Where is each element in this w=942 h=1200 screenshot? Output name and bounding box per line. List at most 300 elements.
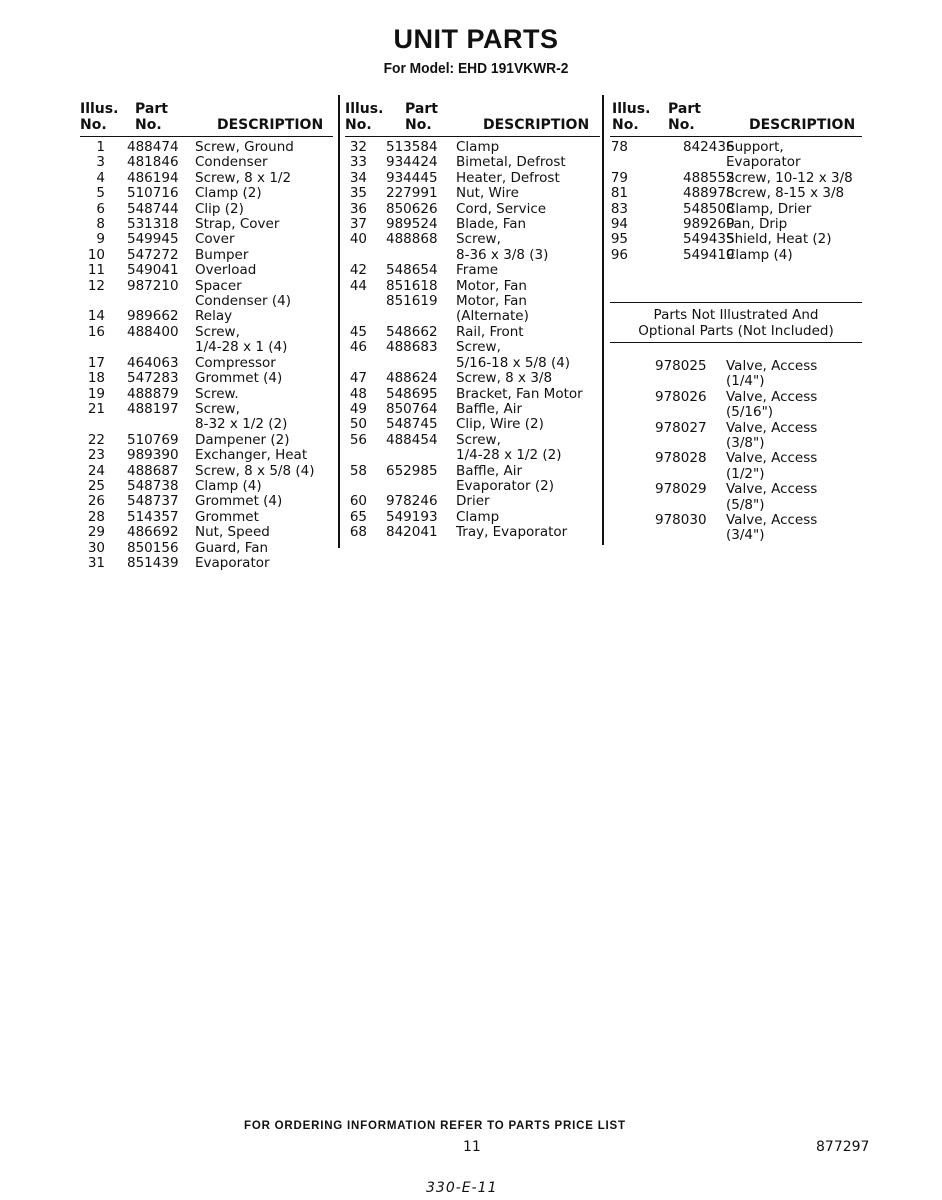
- description-line: Clamp (4): [726, 246, 793, 263]
- optional-part-row: [610, 390, 817, 421]
- part-description: [195, 263, 333, 278]
- part-description: [456, 140, 600, 155]
- description-line: Valve, Access: [726, 481, 818, 498]
- part-description: [456, 340, 600, 371]
- description-line: Nut, Wire: [456, 185, 519, 202]
- part-number: 488624: [386, 370, 438, 387]
- parts-rows: [80, 140, 333, 571]
- part-number: 850764: [386, 400, 438, 417]
- part-number: 978246: [386, 493, 438, 510]
- table-row: [345, 510, 600, 525]
- table-row: [80, 217, 333, 232]
- part-description: [726, 202, 862, 217]
- part-description: [195, 448, 333, 463]
- description-line: Screw,: [456, 339, 501, 356]
- description-line: Screw, 8 x 3/8: [456, 370, 553, 387]
- table-row: [345, 155, 600, 170]
- illus-number: 14: [87, 308, 105, 325]
- table-row: [610, 232, 862, 247]
- description-line: Blade, Fan: [456, 216, 527, 233]
- part-number: 510716: [127, 185, 179, 202]
- part-number: 488474: [127, 139, 179, 155]
- description-line: Overload: [195, 262, 257, 279]
- part-number: 978027: [655, 419, 707, 436]
- part-description: [195, 356, 333, 371]
- description-line: Evaporator (2): [456, 477, 554, 494]
- part-number: 989524: [386, 216, 438, 233]
- table-row: [80, 263, 333, 278]
- part-description: [726, 513, 817, 544]
- part-description: [195, 525, 333, 540]
- description-line: Grommet (4): [195, 370, 283, 387]
- illus-header-no: No.: [612, 117, 639, 133]
- document-number: 877297: [816, 1139, 870, 1155]
- part-number: 547272: [127, 246, 179, 263]
- part-description: [195, 494, 333, 509]
- illus-number: 44: [349, 277, 367, 294]
- description-line: Condenser: [195, 154, 268, 171]
- part-number: 531318: [127, 216, 179, 233]
- description-line: Drier: [456, 493, 490, 510]
- illus-number: 10: [87, 246, 105, 263]
- part-description: [195, 217, 333, 232]
- part-description: [456, 371, 600, 386]
- part-header: Part: [668, 101, 701, 117]
- part-description: [456, 494, 600, 509]
- table-row: [345, 263, 600, 278]
- illus-number: 45: [349, 323, 367, 340]
- table-row: [80, 494, 333, 509]
- part-description: [195, 155, 333, 170]
- description-line: Grommet (4): [195, 493, 283, 510]
- part-number: 481846: [127, 154, 179, 171]
- parts-rows: [345, 140, 600, 541]
- part-number: 549041: [127, 262, 179, 279]
- part-number: 513584: [386, 139, 438, 155]
- description-line: 1/4-28 x 1 (4): [195, 339, 288, 356]
- optional-part-row: [610, 359, 817, 390]
- part-number: 851439: [127, 554, 179, 571]
- part-number: 934445: [386, 169, 438, 186]
- description-line: Screw, Ground: [195, 139, 294, 155]
- optional-part-row: [610, 513, 817, 544]
- table-row: [345, 217, 600, 232]
- table-row: [345, 525, 600, 540]
- part-description: [195, 186, 333, 201]
- illus-number: 78: [610, 139, 628, 155]
- illus-number: 65: [349, 508, 367, 525]
- description-line: Screw,: [195, 323, 240, 340]
- illus-header: Illus.: [80, 101, 119, 117]
- description-header: DESCRIPTION: [749, 117, 856, 133]
- part-number: 851618: [386, 277, 438, 294]
- illus-number: 21: [87, 400, 105, 417]
- part-description: [726, 186, 862, 201]
- illus-number: 96: [610, 246, 628, 263]
- description-line: Heater, Defrost: [456, 169, 560, 186]
- description-line: Valve, Access: [726, 450, 818, 467]
- illus-number: 22: [87, 431, 105, 448]
- illus-header-no: No.: [80, 117, 107, 133]
- table-row: [80, 402, 333, 433]
- part-description: [726, 171, 862, 186]
- part-description: [195, 541, 333, 556]
- table-row: [80, 479, 333, 494]
- illus-number: 83: [610, 200, 628, 217]
- illus-number: 32: [349, 139, 367, 155]
- handwritten-note: 330-E-11: [426, 1180, 498, 1196]
- part-description: [456, 155, 600, 170]
- description-line: Shield, Heat (2): [726, 231, 832, 248]
- illus-number: 48: [349, 385, 367, 402]
- illus-number: 6: [96, 200, 105, 217]
- part-header-no: No.: [668, 117, 695, 133]
- part-number: 842436: [683, 139, 735, 155]
- table-row: [610, 186, 862, 201]
- description-line: Baffle, Air: [456, 462, 523, 479]
- description-line: Dampener (2): [195, 431, 290, 448]
- part-number: 488400: [127, 323, 179, 340]
- part-description: [456, 387, 600, 402]
- description-line: Pan, Drip: [726, 216, 788, 233]
- table-row: [80, 155, 333, 170]
- part-number: 510769: [127, 431, 179, 448]
- parts-column: [610, 100, 862, 263]
- part-number: 548745: [386, 416, 438, 433]
- part-number: 548508: [683, 200, 735, 217]
- part-description: [456, 263, 600, 278]
- part-description: [726, 390, 817, 421]
- illus-number: 60: [349, 493, 367, 510]
- part-number: 548744: [127, 200, 179, 217]
- part-number: 488683: [386, 339, 438, 356]
- part-number: 548737: [127, 493, 179, 510]
- description-line: (5/8"): [726, 496, 765, 513]
- part-number: 850156: [127, 539, 179, 556]
- ordering-note: FOR ORDERING INFORMATION REFER TO PARTS PRICE LIST: [244, 1120, 626, 1132]
- not-illustrated-heading-line1: Parts Not Illustrated And: [653, 307, 819, 323]
- description-line: Bracket, Fan Motor: [456, 385, 583, 402]
- part-number: 978025: [655, 358, 707, 374]
- part-description: [195, 232, 333, 247]
- description-line: Motor, Fan: [456, 293, 527, 310]
- part-description: [195, 279, 333, 310]
- part-description: [195, 309, 333, 324]
- part-description: [195, 140, 333, 155]
- illus-number: 8: [96, 216, 105, 233]
- part-number: 488868: [386, 231, 438, 248]
- description-line: Clamp: [456, 139, 500, 155]
- part-description: [726, 232, 862, 247]
- illus-number: 23: [87, 447, 105, 464]
- part-number: 549435: [683, 231, 735, 248]
- description-line: Cord, Service: [456, 200, 547, 217]
- illus-number: 46: [349, 339, 367, 356]
- table-row: [345, 232, 600, 263]
- part-number: 548662: [386, 323, 438, 340]
- description-line: Baffle, Air: [456, 400, 523, 417]
- table-row: [80, 356, 333, 371]
- illus-number: 11: [87, 262, 105, 279]
- description-line: Strap, Cover: [195, 216, 280, 233]
- description-line: Valve, Access: [726, 358, 818, 374]
- table-row: [345, 202, 600, 217]
- part-number: 514357: [127, 508, 179, 525]
- part-description: [726, 140, 862, 171]
- table-row: [80, 525, 333, 540]
- part-number: 548654: [386, 262, 438, 279]
- page-number: 11: [463, 1139, 481, 1155]
- description-line: Screw.: [195, 385, 239, 402]
- part-number: 850626: [386, 200, 438, 217]
- optional-part-row: [610, 451, 817, 482]
- description-line: Bumper: [195, 246, 249, 263]
- part-description: [726, 421, 817, 452]
- illus-number: 58: [349, 462, 367, 479]
- column-header: [345, 100, 600, 137]
- part-description: [195, 464, 333, 479]
- table-row: [345, 494, 600, 509]
- description-line: Cover: [195, 231, 235, 248]
- table-row: [80, 325, 333, 356]
- column-divider: [602, 95, 604, 545]
- part-number: 486692: [127, 524, 179, 541]
- not-illustrated-heading: [610, 302, 862, 343]
- part-description: [456, 186, 600, 201]
- part-description: [456, 433, 600, 464]
- column-header: [610, 100, 862, 137]
- part-header-no: No.: [135, 117, 162, 133]
- illus-number: 37: [349, 216, 367, 233]
- illus-number: 95: [610, 231, 628, 248]
- part-description: [195, 371, 333, 386]
- part-description: [195, 402, 333, 433]
- part-number: 488978: [683, 185, 735, 202]
- illus-header: Illus.: [345, 101, 384, 117]
- part-number: 488552: [683, 169, 735, 186]
- description-line: (3/4"): [726, 527, 765, 544]
- part-number: 547283: [127, 370, 179, 387]
- illus-number: 34: [349, 169, 367, 186]
- illus-number: 79: [610, 169, 628, 186]
- part-description: [456, 417, 600, 432]
- part-number: 978026: [655, 388, 707, 405]
- part-number: 652985: [386, 462, 438, 479]
- illus-number: 36: [349, 200, 367, 217]
- table-row: [80, 140, 333, 155]
- part-number: 548738: [127, 477, 179, 494]
- description-line: 5/16-18 x 5/8 (4): [456, 354, 571, 371]
- part-description: [195, 479, 333, 494]
- illus-header-no: No.: [345, 117, 372, 133]
- part-number: 549945: [127, 231, 179, 248]
- illus-number: 19: [87, 385, 105, 402]
- part-description: [726, 451, 817, 482]
- table-row: [345, 340, 600, 371]
- illus-header: Illus.: [612, 101, 651, 117]
- table-row: [80, 510, 333, 525]
- description-line: Nut, Speed: [195, 524, 270, 541]
- description-line: (5/16"): [726, 404, 774, 421]
- description-line: Relay: [195, 308, 233, 325]
- description-line: Motor, Fan: [456, 277, 527, 294]
- table-row: [610, 217, 862, 232]
- table-row: [345, 464, 600, 495]
- description-line: Screw, 8 x 5/8 (4): [195, 462, 315, 479]
- part-header-no: No.: [405, 117, 432, 133]
- illus-number: 1: [96, 139, 105, 155]
- illus-number: 81: [610, 185, 628, 202]
- illus-number: 31: [87, 554, 105, 571]
- table-row: [345, 294, 600, 325]
- description-line: Support,: [726, 139, 784, 155]
- table-row: [345, 387, 600, 402]
- illus-number: 9: [96, 231, 105, 248]
- description-line: 8-32 x 1/2 (2): [195, 416, 288, 433]
- parts-column: [345, 100, 600, 541]
- description-line: Spacer: [195, 277, 242, 294]
- optional-part-row: [610, 421, 817, 452]
- parts-column: [80, 100, 333, 571]
- description-line: (3/8"): [726, 435, 765, 451]
- part-description: [456, 171, 600, 186]
- description-line: Clamp, Drier: [726, 200, 812, 217]
- part-number: 549193: [386, 508, 438, 525]
- part-description: [195, 556, 333, 571]
- illus-number: 50: [349, 416, 367, 433]
- table-row: [345, 279, 600, 294]
- not-illustrated-heading-line2: Optional Parts (Not Included): [638, 323, 834, 339]
- part-description: [195, 387, 333, 402]
- column-header: [80, 100, 333, 137]
- table-row: [345, 325, 600, 340]
- model-subtitle: For Model: EHD 191VKWR-2: [383, 60, 569, 77]
- part-number: 548695: [386, 385, 438, 402]
- part-number: 549419: [683, 246, 735, 263]
- description-line: Compressor: [195, 354, 276, 371]
- optional-part-row: [610, 482, 817, 513]
- description-line: Valve, Access: [726, 419, 818, 436]
- illus-number: 24: [87, 462, 105, 479]
- part-description: [456, 464, 600, 495]
- table-row: [80, 541, 333, 556]
- table-row: [80, 309, 333, 324]
- description-line: Screw,: [456, 231, 501, 248]
- table-row: [80, 186, 333, 201]
- description-line: 1/4-28 x 1/2 (2): [456, 447, 562, 464]
- part-description: [195, 510, 333, 525]
- illus-number: 94: [610, 216, 628, 233]
- table-row: [345, 371, 600, 386]
- part-number: 488687: [127, 462, 179, 479]
- part-description: [726, 359, 817, 390]
- description-line: Evaporator: [726, 154, 801, 171]
- description-line: Screw,: [195, 400, 240, 417]
- illus-number: 68: [349, 524, 367, 541]
- part-description: [456, 294, 600, 325]
- table-row: [610, 140, 862, 171]
- part-description: [195, 325, 333, 356]
- part-number: 488454: [386, 431, 438, 448]
- illus-number: 3: [96, 154, 105, 171]
- table-row: [80, 556, 333, 571]
- illus-number: 30: [87, 539, 105, 556]
- description-line: Grommet: [195, 508, 259, 525]
- description-line: Screw, 8-15 x 3/8: [726, 185, 845, 202]
- table-row: [80, 433, 333, 448]
- illus-number: 33: [349, 154, 367, 171]
- description-line: Clamp (4): [195, 477, 262, 494]
- part-number: 978030: [655, 511, 707, 528]
- part-description: [726, 217, 862, 232]
- description-line: Bimetal, Defrost: [456, 154, 566, 171]
- description-line: Frame: [456, 262, 499, 279]
- illus-number: 4: [96, 169, 105, 186]
- description-line: Clamp: [456, 508, 500, 525]
- table-row: [80, 202, 333, 217]
- table-row: [345, 433, 600, 464]
- part-description: [456, 525, 600, 540]
- description-line: Screw, 8 x 1/2: [195, 169, 292, 186]
- part-number: 842041: [386, 524, 438, 541]
- table-row: [345, 186, 600, 201]
- part-number: 978029: [655, 481, 707, 498]
- description-header: DESCRIPTION: [217, 117, 324, 133]
- description-line: Rail, Front: [456, 323, 524, 340]
- description-line: Clip (2): [195, 200, 244, 217]
- table-row: [345, 171, 600, 186]
- part-description: [195, 248, 333, 263]
- description-line: Valve, Access: [726, 511, 818, 528]
- table-row: [80, 232, 333, 247]
- table-row: [80, 464, 333, 479]
- description-header: DESCRIPTION: [483, 117, 590, 133]
- part-description: [195, 202, 333, 217]
- part-number: 488197: [127, 400, 179, 417]
- description-line: (1/2"): [726, 465, 765, 482]
- table-row: [610, 171, 862, 186]
- column-divider: [338, 95, 340, 548]
- table-row: [610, 202, 862, 217]
- description-line: Evaporator: [195, 554, 270, 571]
- illus-number: 17: [87, 354, 105, 371]
- illus-number: 12: [87, 277, 105, 294]
- illus-number: 29: [87, 524, 105, 541]
- part-description: [195, 171, 333, 186]
- table-row: [80, 448, 333, 463]
- part-description: [456, 217, 600, 232]
- table-row: [80, 248, 333, 263]
- part-header: Part: [405, 101, 438, 117]
- description-line: 8-36 x 3/8 (3): [456, 246, 549, 263]
- illus-number: 35: [349, 185, 367, 202]
- description-line: Exchanger, Heat: [195, 447, 308, 464]
- part-number: 989390: [127, 447, 179, 464]
- part-number: 488879: [127, 385, 179, 402]
- description-line: (1/4"): [726, 373, 765, 390]
- part-number: 464063: [127, 354, 179, 371]
- table-row: [80, 371, 333, 386]
- table-row: [345, 417, 600, 432]
- description-line: Tray, Evaporator: [456, 524, 568, 541]
- part-number: 989269: [683, 216, 735, 233]
- description-line: Valve, Access: [726, 388, 818, 405]
- table-row: [345, 140, 600, 155]
- part-number: 851619: [386, 293, 438, 310]
- description-line: Condenser (4): [195, 293, 291, 310]
- part-description: [456, 202, 600, 217]
- description-line: Clip, Wire (2): [456, 416, 544, 433]
